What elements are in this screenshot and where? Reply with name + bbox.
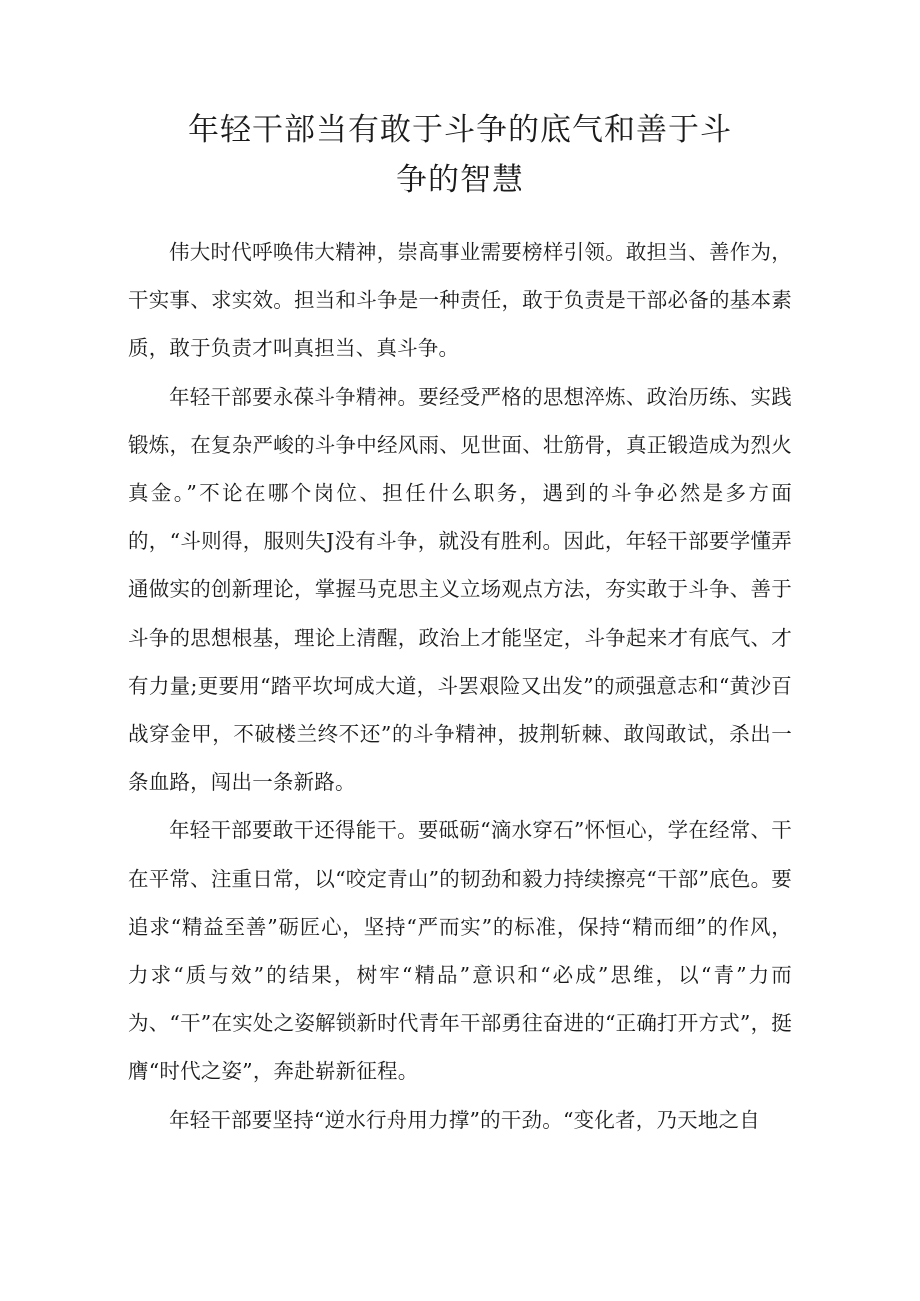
paragraph-1: 伟大时代呼唤伟大精神，崇高事业需要榜样引领。敢担当、善作为，干实事、求实效。担当和斗争是一种责任，敢于负责是干部必备的基本素质，敢于负责才叫真担当、真斗争。 [128, 240, 792, 361]
paragraph-4: 年轻干部要坚持“逆水行舟用力撑”的干劲。“变化者，乃天地之自 [169, 1107, 760, 1132]
document-body [128, 228, 792, 1144]
document-title-line-2: 争的智慧 [396, 162, 524, 198]
paragraph-3: 年轻干部要敢干还得能干。要砥砺“滴水穿石”怀恒心，学在经常、干在平常、注重日常，以“咬定青山”的韧劲和毅力持续擦亮“干部”底色。要追求“精益至善”砺匠心，坚持“严而实”的标准，保持“精而细”的作风，力求“质与效”的结果，树牢“精品”意识和“必成”思维，以“青”力而为、“干”在实处之姿解锁新时代青年干部勇往奋进的“正确打开方式”，挺膺“时代之姿”，奔赴崭新征程。 [128, 818, 792, 1084]
document-title-line-1: 年轻干部当有敢于斗争的底气和善于斗 [188, 112, 732, 148]
paragraph-2: 年轻干部要永葆斗争精神。要经受严格的思想淬炼、政治历练、实践锻炼，在复杂严峻的斗争中经风雨、见世面、壮筋骨，真正锻造成为烈火真金。”不论在哪个岗位、担任什么职务，遇到的斗争必然是多方面的，“斗则得，服则失J没有斗争，就没有胜利。因此，年轻干部要学懂弄通做实的创新理论，掌握马克思主义立场观点方法，夯实敢于斗争、善于斗争的思想根基，理论上清醒，政治上才能坚定，斗争起来才有底气、才有力量;更要用“踏平坎坷成大道，斗罢艰险又出发”的顽强意志和“黄沙百战穿金甲，不破楼兰终不还”的斗争精神，披荆斩棘、敢闯敢试，杀出一条血路，闯出一条新路。 [128, 384, 792, 795]
